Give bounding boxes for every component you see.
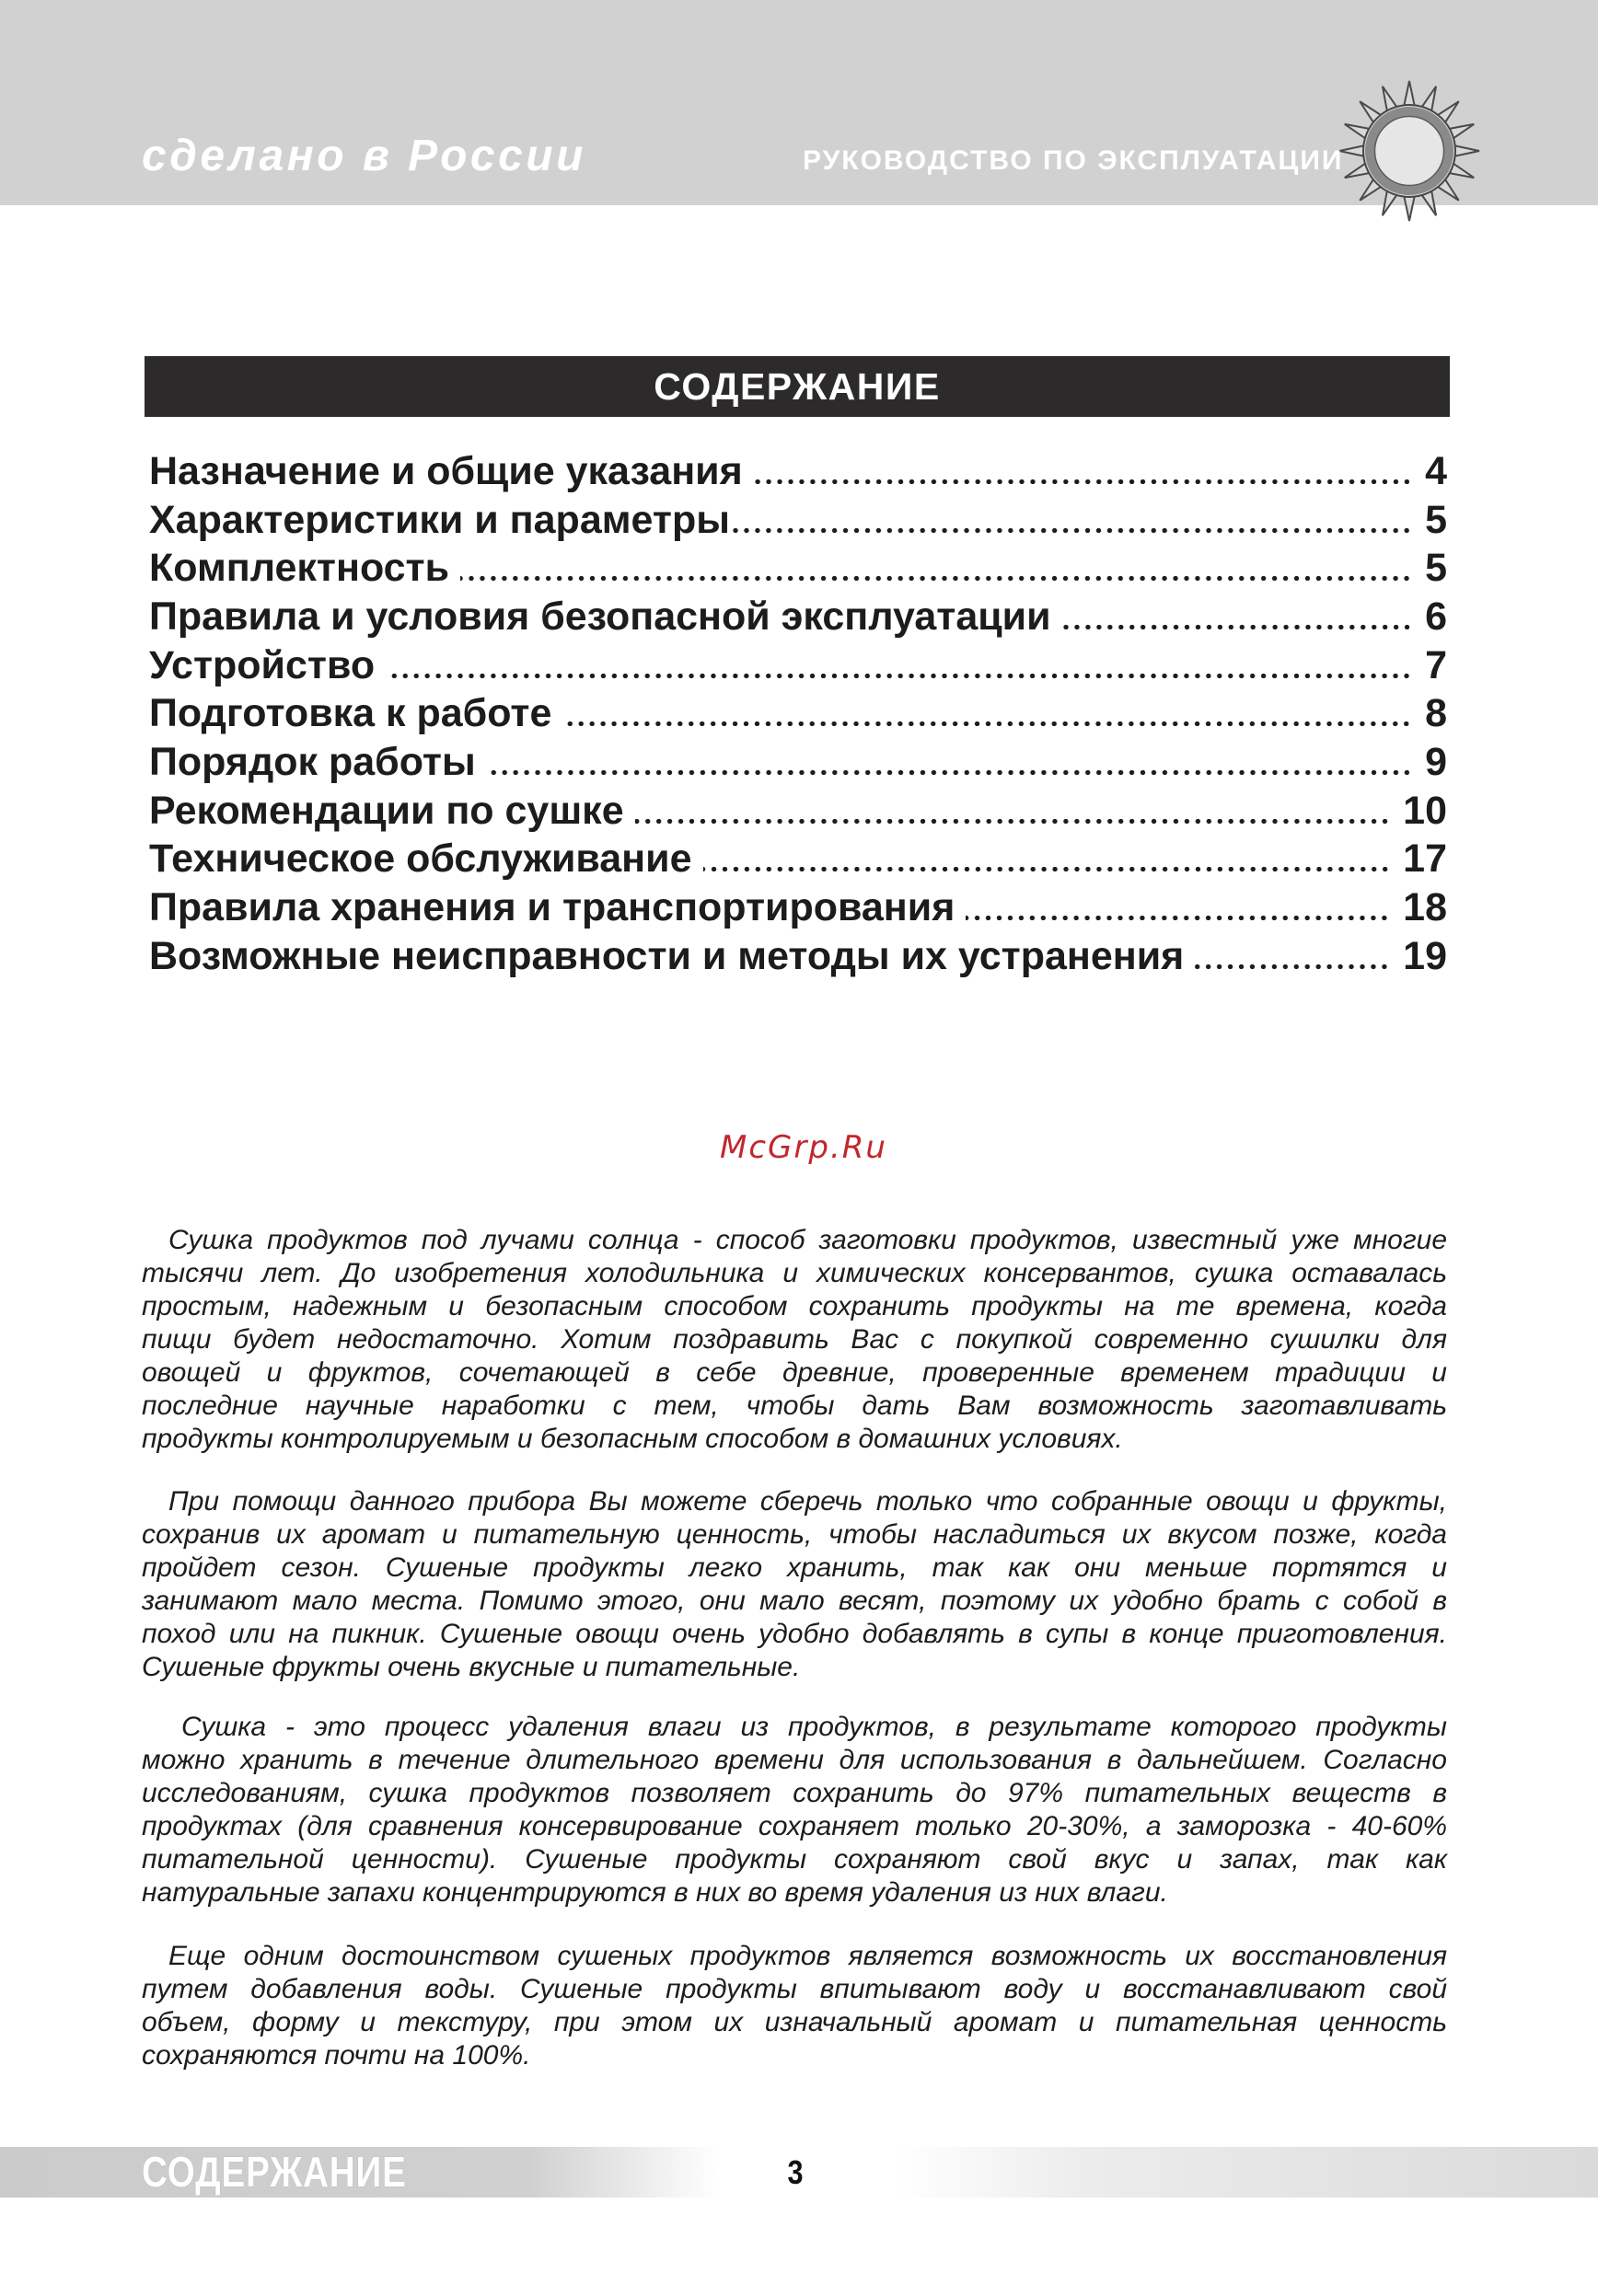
text-line: сохранив их аромат и питательную ценность, чтобы насладиться их вкусом позже, когда xyxy=(142,1519,1447,1550)
footer-section-label: СОДЕРЖАНИЕ xyxy=(142,2148,407,2196)
header-band xyxy=(0,0,1598,205)
toc-entry xyxy=(149,496,1447,545)
page-number: 3 xyxy=(787,2153,804,2191)
text-line: пищи будет недостаточно. Хотим поздравить Вас с покупкой современно сушилки для xyxy=(142,1324,1447,1355)
text-line: Сушка продуктов под лучами солнца - способ заготовки продуктов, известный уже многие xyxy=(168,1225,1447,1255)
dot-leader xyxy=(732,528,1412,533)
toc-entry-label: Назначение и общие указания xyxy=(149,449,743,493)
toc-entry xyxy=(149,544,1447,593)
toc-entry-page: 8 xyxy=(1425,691,1447,736)
text-line: Еще одним достоинством сушеных продуктов является возможность их восстановления xyxy=(168,1941,1447,1971)
text-line: путем добавления воды. Сушеные продукты впитывают воду и восстанавливают свой xyxy=(142,1974,1447,2004)
toc-entry xyxy=(149,447,1447,496)
text-line: При помощи данного прибора Вы можете сберечь только что собранные овощи и фрукты, xyxy=(168,1486,1447,1517)
sun-ring xyxy=(1370,111,1449,190)
toc-entry-page: 4 xyxy=(1425,449,1447,493)
table-of-contents xyxy=(149,447,1447,980)
dot-leader xyxy=(562,721,1412,726)
text-line: исследованиям, сушка продуктов позволяет сохранить до 97% питательных веществ в xyxy=(142,1778,1447,1808)
text-line: овощей и фруктов, сочетающей в себе древние, проверенные временем традиции и xyxy=(142,1357,1447,1388)
dot-leader xyxy=(635,819,1391,824)
toc-title: СОДЕРЖАНИЕ xyxy=(654,365,941,408)
dot-leader xyxy=(386,674,1412,678)
text-line: поход или на пикник. Сушеные овощи очень удобно добавлять в супы в конце приготовления. xyxy=(142,1619,1447,1649)
intro-paragraph xyxy=(142,1940,1447,2072)
text-line: последние научные наработки с тем, чтобы дать Вам возможность заготавливать xyxy=(142,1390,1447,1421)
toc-entry-page: 18 xyxy=(1403,884,1447,929)
text-line: натуральные запахи концентрируются в них во время удаления из них влаги. xyxy=(142,1877,1168,1908)
intro-paragraph xyxy=(142,1485,1447,1684)
toc-entry-label: Правила и условия безопасной эксплуатации xyxy=(149,594,1051,639)
toc-entry xyxy=(149,787,1447,836)
toc-entry-page: 7 xyxy=(1425,642,1447,687)
toc-entry xyxy=(149,593,1447,641)
toc-entry xyxy=(149,835,1447,883)
toc-entry-page: 9 xyxy=(1425,739,1447,784)
text-line: можно хранить в течение длительного времени для использования в дальнейшем. Согласно xyxy=(142,1745,1447,1775)
toc-entry-label: Правила хранения и транспортирования xyxy=(149,884,955,929)
toc-entry xyxy=(149,932,1447,981)
text-line: сохраняются почти на 100%. xyxy=(142,2040,531,2071)
toc-entry-label: Комплектность xyxy=(149,546,450,591)
text-line: объем, форму и текстуру, при этом их изначальный аромат и питательная ценность xyxy=(142,2007,1447,2037)
toc-entry xyxy=(149,641,1447,690)
watermark-text: McGrp.Ru xyxy=(720,1129,887,1166)
toc-entry-label: Подготовка к работе xyxy=(149,691,552,736)
toc-entry xyxy=(149,689,1447,738)
intro-paragraph xyxy=(142,1224,1447,1456)
text-line: тысячи лет. До изобретения холодильника и химических консервантов, сушка оставалась xyxy=(142,1258,1447,1288)
manual-title: РУКОВОДСТВО ПО ЭКСПЛУАТАЦИИ xyxy=(803,145,1344,176)
footer-band xyxy=(0,2147,1598,2198)
text-line: занимают мало места. Помимо этого, они мало весят, поэтому их удобно брать с собой в xyxy=(142,1586,1447,1616)
toc-entry-page: 5 xyxy=(1425,497,1447,542)
toc-entry-label: Рекомендации по сушке xyxy=(149,788,624,833)
text-line: Сушеные фрукты очень вкусные и питательные. xyxy=(142,1652,801,1682)
dot-leader xyxy=(703,867,1391,871)
text-line: пройдет сезон. Сушеные продукты легко хранить, так как они меньше портятся и xyxy=(142,1552,1447,1583)
toc-entry-label: Устройство xyxy=(149,642,376,687)
toc-entry-label: Порядок работы xyxy=(149,739,476,784)
toc-title-bar xyxy=(145,356,1450,417)
toc-entry-page: 19 xyxy=(1403,933,1447,978)
toc-entry-label: Техническое обслуживание xyxy=(149,836,692,882)
sun-icon xyxy=(1336,77,1483,225)
toc-entry xyxy=(149,738,1447,787)
intro-paragraph xyxy=(142,1711,1447,1909)
made-in-russia-tagline: сделано в России xyxy=(142,132,586,180)
text-line: Сушка - это процесс удаления влаги из продуктов, в результате которого продукты xyxy=(181,1712,1447,1742)
toc-entry-page: 17 xyxy=(1403,836,1447,882)
text-line: продукты контролируемым и безопасным способом в домашних условиях. xyxy=(142,1424,1123,1454)
text-line: простым, надежным и безопасным способом сохранить продукты на те времена, когда xyxy=(142,1291,1447,1321)
toc-entry-page: 10 xyxy=(1403,788,1447,833)
text-line: питательной ценности). Сушеные продукты сохраняют свой вкус и запах, так как xyxy=(142,1844,1447,1875)
toc-entry-label: Характеристики и параметры xyxy=(149,497,730,542)
dot-leader xyxy=(1195,964,1390,969)
toc-entry-label: Возможные неисправности и методы их устранения xyxy=(149,933,1185,978)
toc-entry-page: 6 xyxy=(1425,594,1447,639)
dot-leader xyxy=(966,916,1390,920)
dot-leader xyxy=(1062,625,1413,629)
dot-leader xyxy=(754,479,1412,484)
toc-entry xyxy=(149,883,1447,932)
toc-entry-page: 5 xyxy=(1425,546,1447,591)
text-line: продуктах (для сравнения консервирование сохраняет только 20-30%, а заморозка - 40-60% xyxy=(142,1811,1447,1841)
dot-leader xyxy=(487,770,1412,775)
dot-leader xyxy=(460,576,1412,581)
